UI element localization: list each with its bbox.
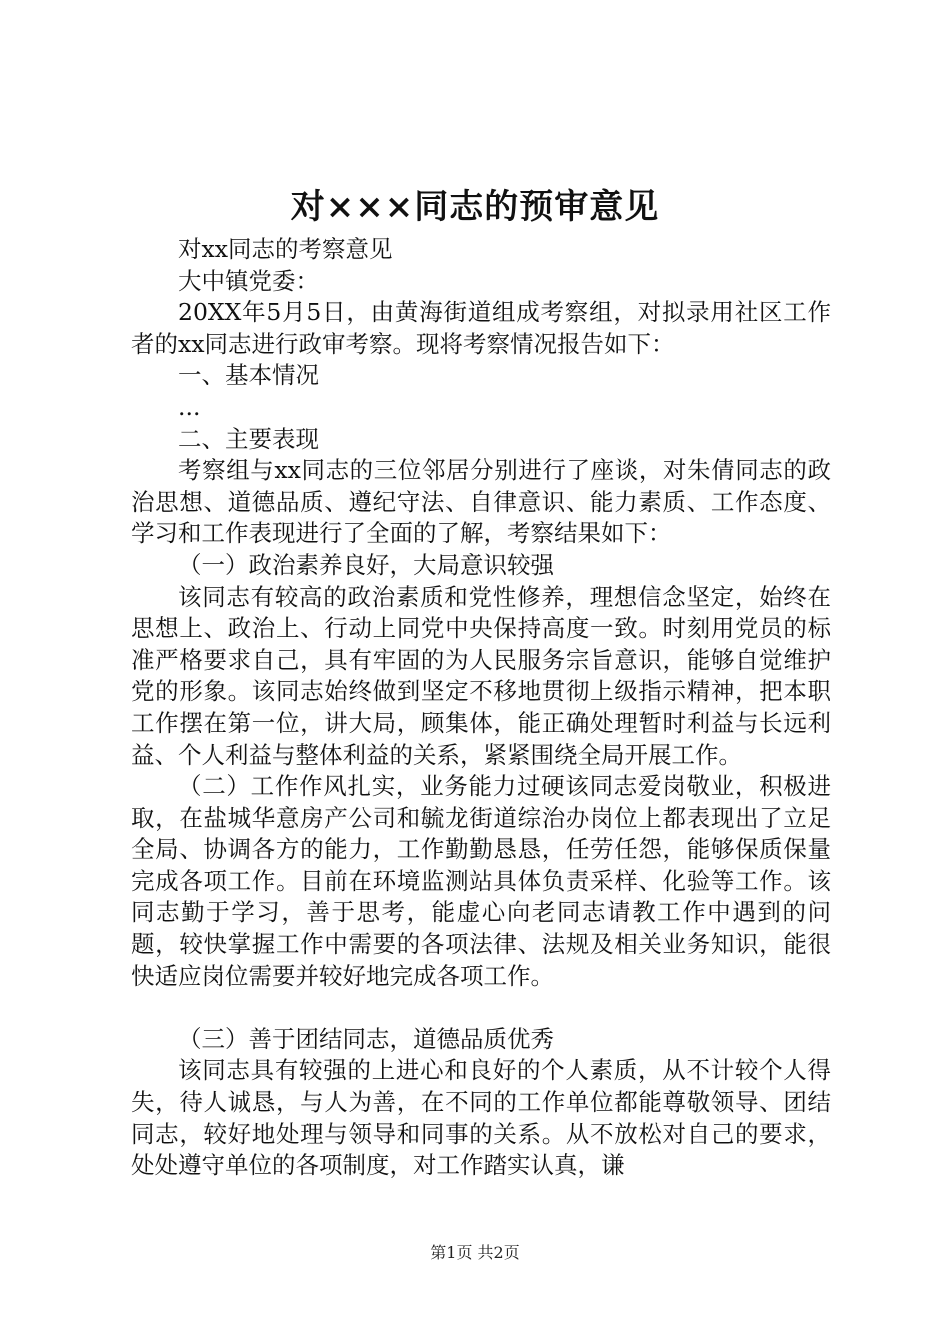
paragraph-addressee: 大中镇党委： (178, 266, 319, 295)
subsection-heading-unity: （三）善于团结同志，道德品质优秀 (178, 1024, 554, 1053)
document-body (131, 234, 831, 1182)
paragraph-ellipsis: ... (178, 392, 201, 421)
page-footer: 第1页 共2页 (430, 1243, 520, 1262)
paragraph-intro: 20XX年5月5日，由黄海街道组成考察组，对拟录用社区工作者的xx同志进行政审考察。现将考察情况报告如下： (131, 298, 831, 358)
paragraph-inspection: 考察组与xx同志的三位邻居分别进行了座谈，对朱倩同志的政治思想、道德品质、遵纪守法、自律意识、能力素质、工作态度、学习和工作表现进行了全面的了解，考察结果如下： (131, 456, 831, 548)
subsection-heading-political: （一）政治素养良好，大局意识较强 (178, 550, 554, 579)
paragraph-political: 该同志有较高的政治素质和党性修养，理想信念坚定，始终在思想上、政治上、行动上同党中央保持高度一致。时刻用党员的标准严格要求自己，具有牢固的为人民服务宗旨意识，能够自觉维护党的形象。该同志始终做到坚定不移地贯彻上级指示精神，把本职工作摆在第一位，讲大局，顾集体，能正确处理暂时利益与长远利益、个人利益与整体利益的关系，紧紧围绕全局开展工作。 (131, 582, 831, 769)
paragraph-subject: 对xx同志的考察意见 (178, 235, 393, 263)
document-title: 对×××同志的预审意见 (290, 187, 660, 227)
paragraph-work-style: （二）工作作风扎实，业务能力过硬该同志爱岗敬业，积极进取，在盐城华意房产公司和毓龙街道综治办岗位上都表现出了立足全局、协调各方的能力，工作勤勤恳恳，任劳任怨，能够保质保量完成各项工作。目前在环境监测站具体负责采样、化验等工作。该同志勤于学习，善于思考，能虚心向老同志请教工作中遇到的问题，较快掌握工作中需要的各项法律、法规及相关业务知识，能很快适应岗位需要并较好地完成各项工作。 (131, 772, 831, 990)
section-heading-performance: 二、主要表现 (178, 424, 319, 453)
section-heading-basic: 一、基本情况 (178, 361, 319, 390)
paragraph-unity: 该同志具有较强的上进心和良好的个人素质，从不计较个人得失，待人诚恳，与人为善，在不同的工作单位都能尊敬领导、团结同志，较好地处理与领导和同事的关系。从不放松对自己的要求，处处遵守单位的各项制度，对工作踏实认真，谦 (131, 1056, 831, 1180)
